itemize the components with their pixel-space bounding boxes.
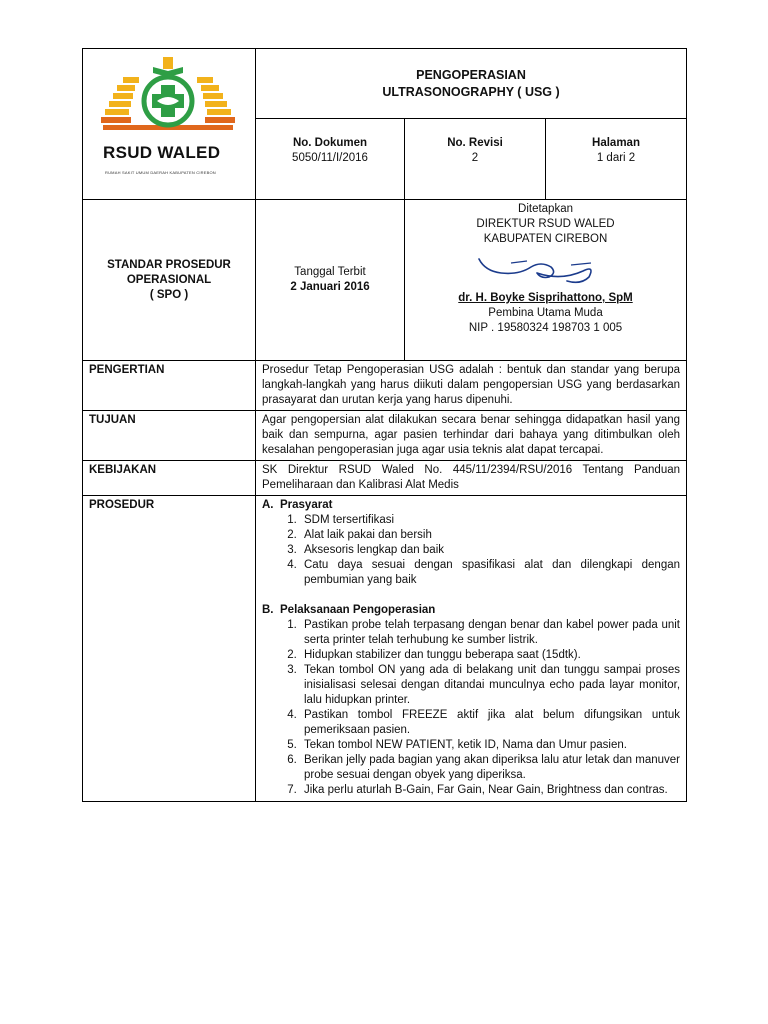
- tujuan-text: Agar pengopersian alat dilakukan secara benar sehingga didapatkan hasil yang baik dan sempurna, agar pasien terhindar dari bahaya yang ditimbulkan oleh kesalahan pengoperasian juga agar usia teknis alat dapat tercapai.: [256, 411, 687, 461]
- spo-line1: STANDAR PROSEDUR: [107, 258, 231, 271]
- list-item: 7. Jika perlu aturlah B-Gain, Far Gain, Near Gain, Brightness dan contras.: [300, 783, 682, 798]
- prosedur-label: PROSEDUR: [83, 496, 256, 802]
- hospital-emblem-icon: [83, 49, 253, 145]
- doc-number-cell: [256, 119, 405, 200]
- list-item: 6. Berikan jelly pada bagian yang akan diperiksa lalu atur letak dan manuver probe sesuai dengan obyek yang diperiksa.: [300, 753, 682, 783]
- issue-date-cell: [256, 200, 405, 361]
- prasyarat-list: [256, 513, 682, 588]
- issue-date-value: 2 Januari 2016: [290, 281, 370, 293]
- document-title-line2: ULTRASONOGRAPHY ( USG ): [382, 84, 560, 99]
- prasyarat-letter: A.: [262, 499, 274, 511]
- issue-date-label: Tanggal Terbit: [294, 266, 366, 278]
- signer-rank: Pembina Utama Muda: [488, 307, 603, 319]
- signature-icon: [471, 251, 621, 289]
- revision-cell: [405, 119, 546, 200]
- approval-line2: DIREKTUR RSUD WALED: [476, 218, 615, 230]
- doc-number-value: 5050/11/I/2016: [292, 152, 368, 164]
- logo-subtitle: RUMAH SAKIT UMUM DAERAH KABUPATEN CIREBON: [105, 170, 216, 175]
- pelaksanaan-heading: [256, 603, 682, 618]
- page-cell: [546, 119, 687, 200]
- spo-line3: ( SPO ): [149, 288, 189, 301]
- tujuan-label: TUJUAN: [83, 411, 256, 461]
- logo-name: RSUD WALED: [103, 143, 221, 162]
- spo-label-cell: [83, 200, 256, 361]
- spo-line2: OPERASIONAL: [126, 273, 212, 286]
- prosedur-content: [256, 496, 687, 802]
- list-item: 4. Pastikan tombol FREEZE aktif jika alat belum difungsikan untuk pemeriksaan pasien.: [300, 708, 682, 738]
- list-item: 2. Alat laik pakai dan bersih: [300, 528, 682, 543]
- page-label: Halaman: [592, 137, 640, 149]
- rsud-logo: [83, 49, 253, 183]
- approval-cell: [405, 200, 687, 361]
- page-value: 1 dari 2: [596, 152, 636, 164]
- revision-value: 2: [471, 152, 479, 164]
- spo-document: [82, 48, 686, 802]
- pengertian-label: PENGERTIAN: [83, 361, 256, 411]
- list-item: 5. Tekan tombol NEW PATIENT, ketik ID, Nama dan Umur pasien.: [300, 738, 682, 753]
- list-item: 4. Catu daya sesuai dengan spasifikasi alat dan dilengkapi dengan pembumian yang baik: [300, 558, 682, 588]
- doc-number-label: No. Dokumen: [292, 137, 368, 149]
- document-title-cell: [256, 49, 687, 119]
- list-item: 1. SDM tersertifikasi: [300, 513, 682, 528]
- revision-label: No. Revisi: [447, 137, 503, 149]
- prasyarat-heading: [256, 498, 682, 513]
- document-title-line1: PENGOPERASIAN: [416, 67, 526, 82]
- signer-nip: NIP . 19580324 198703 1 005: [468, 322, 623, 334]
- pelaksanaan-list: [256, 618, 682, 798]
- spo-table: [82, 48, 687, 802]
- signer-name: dr. H. Boyke Sisprihattono, SpM: [458, 292, 633, 304]
- list-item: 3. Tekan tombol ON yang ada di belakang unit dan tunggu sampai proses inisialisasi selesai dengan ditandai munculnya echo pada layar monitor, lalu hidupkan printer.: [300, 663, 682, 708]
- kebijakan-text: SK Direktur RSUD Waled No. 445/11/2394/RSU/2016 Tentang Panduan Pemeliharaan dan Kalibrasi Alat Medis: [256, 461, 687, 496]
- pelaksanaan-letter: B.: [262, 604, 274, 616]
- logo-cell: [83, 49, 256, 200]
- kebijakan-label: KEBIJAKAN: [83, 461, 256, 496]
- list-item: 1. Pastikan probe telah terpasang dengan benar dan kabel power pada unit serta printer telah terhubung ke sumber listrik.: [300, 618, 682, 648]
- list-item: 2. Hidupkan stabilizer dan tunggu beberapa saat (15dtk).: [300, 648, 682, 663]
- list-item: 3. Aksesoris lengkap dan baik: [300, 543, 682, 558]
- approval-line3: KABUPATEN CIREBON: [483, 233, 608, 245]
- prasyarat-title: Prasyarat: [280, 499, 333, 511]
- pengertian-text: Prosedur Tetap Pengoperasian USG adalah : bentuk dan standar yang berupa langkah-langkah yang harus diikuti dalam pengopersian USG yang berdasarkan prasayarat dan urutan kerja yang harus dipenuhi.: [256, 361, 687, 411]
- pelaksanaan-title: Pelaksanaan Pengoperasian: [280, 604, 436, 616]
- approval-line1: Ditetapkan: [518, 203, 573, 215]
